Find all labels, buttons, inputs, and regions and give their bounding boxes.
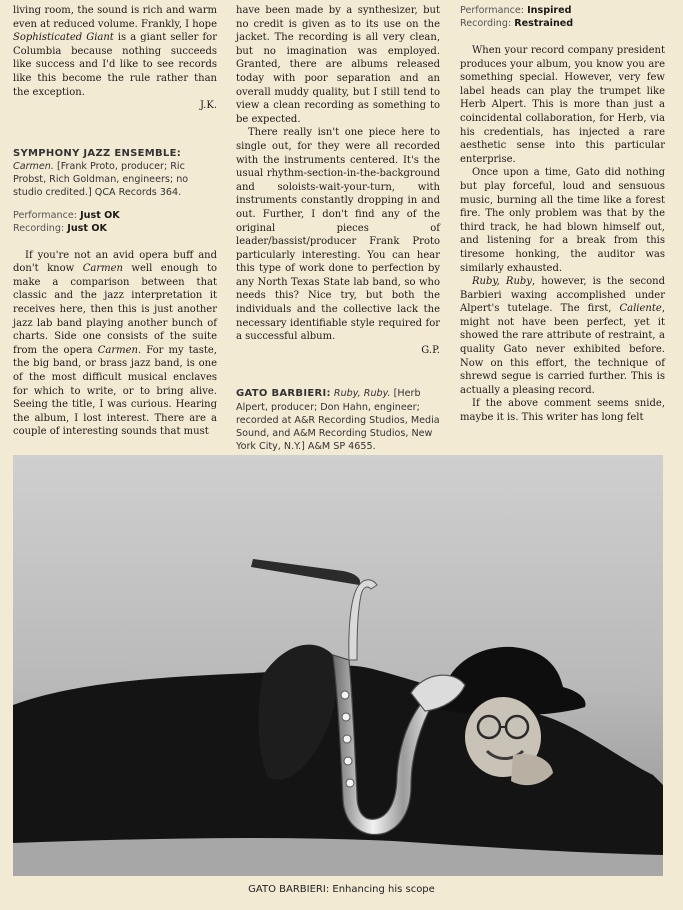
review-artist: SYMPHONY JAZZ ENSEMBLE:	[13, 147, 182, 159]
review-header	[236, 387, 440, 453]
reviewer-signature: J.K.	[199, 100, 217, 112]
review-credits: [Frank Proto, producer; Ric Probst, Rich Goldman, engineers; no studio credited.] QCA Records 364.	[13, 160, 189, 199]
saxophone-portrait-image	[13, 455, 663, 876]
caption-name: GATO BARBIERI:	[248, 884, 330, 895]
review-header	[13, 147, 217, 200]
reviewer-signature: G.P.	[421, 344, 440, 356]
review-title: Ruby, Ruby.	[333, 388, 391, 400]
review-paragraph: When your record company president produces your album, you know you are something special. However, very few label heads can play the trumpet like Herb Alpert. This is more than just a coincidental collaboration, for Herb, via his credentials, has injected a rare aesthetic sense into this particular enterprise.	[460, 45, 665, 165]
column-1	[13, 4, 217, 439]
review-paragraph: There really isn't one piece here to single out, for they were all recorded with the instruments centered. It's the usual rhythm-section-in-the-background and soloists-wait-your-turn, with instruments constantly dropping in and out. Further, I don't find any of the original pieces of leader/bassist/producer Frank Proto particularly interesting. You can hear this type of work done to perfection by any North Texas State lab band, so who needs this? Nice try, but both the individuals and the collective lack the necessary identifiable style required for a successful album. G.P.	[236, 127, 440, 356]
column-2	[236, 4, 440, 453]
continued-review-text: living room, the sound is rich and warm even at reduced volume. Frankly, I hope Sophisticated Giant is a giant seller for Columbia because nothing succeeds like success and I'd like to see records like this become the rule rather than the exception. J.K.	[13, 5, 217, 112]
recording-rating: Recording: Restrained	[460, 18, 574, 29]
gato-barbieri-photo	[13, 455, 663, 876]
review-paragraph: Once upon a time, Gato did nothing but play forceful, loud and sensuous music, burning all the time like a forest fire. The only problem was that by the third track, he had blown himself out, and listening for a break from this tiresome honking, the auditor was similarly exhausted.	[460, 167, 665, 274]
review-paragraph: Ruby, Ruby, however, is the second Barbieri waxing accomplished under Alpert's tutelage. The first, Caliente, might not have been perfect, yet it showed the rare attribute of restraint, a quality Gato never exhibited before. Now on this effort, the technique of shrewd segue is carried further. This is actually a pleasing record.	[460, 276, 665, 396]
review-title: Carmen.	[13, 160, 54, 172]
caption-text: Enhancing his scope	[332, 884, 435, 895]
review-paragraph: have been made by a synthesizer, but no credit is given as to its use on the jacket. The recording is all very clean, but no imagination was employed. Granted, there are albums released today with poor separation and an overall muddy quality, but I still tend to view a clean recording as something to be expected.	[236, 5, 440, 125]
photo-caption	[0, 884, 683, 895]
review-credits: [Herb Alpert, producer; Don Hahn, engineer; recorded at A&R Recording Studios, Media Sound, and A&M Recording Studios, New York City, N.Y.] A&M SP 4655.	[236, 388, 440, 453]
recording-rating: Recording: Just OK	[13, 222, 107, 234]
performance-rating: Performance: Inspired	[460, 5, 572, 16]
review-paragraph: If you're not an avid opera buff and don't know Carmen well enough to make a comparison between that classic and the jazz interpretation it receives here, then this is just another jazz lab band playing another bunch of charts. Side one consists of the suite from the opera Carmen. For my taste, the big band, or brass jazz band, is one of the most difficult musical enclaves for which to write, or to bring alive. Seeing the title, I was curious. Hearing the album, I lost interest. There are a couple of interesting sounds that must	[13, 249, 217, 438]
column-3	[460, 4, 665, 425]
review-paragraph: If the above comment seems snide, maybe it is. This writer has long felt	[460, 398, 665, 424]
review-artist: GATO BARBIERI:	[236, 388, 331, 400]
performance-rating: Performance: Just OK	[13, 209, 120, 221]
